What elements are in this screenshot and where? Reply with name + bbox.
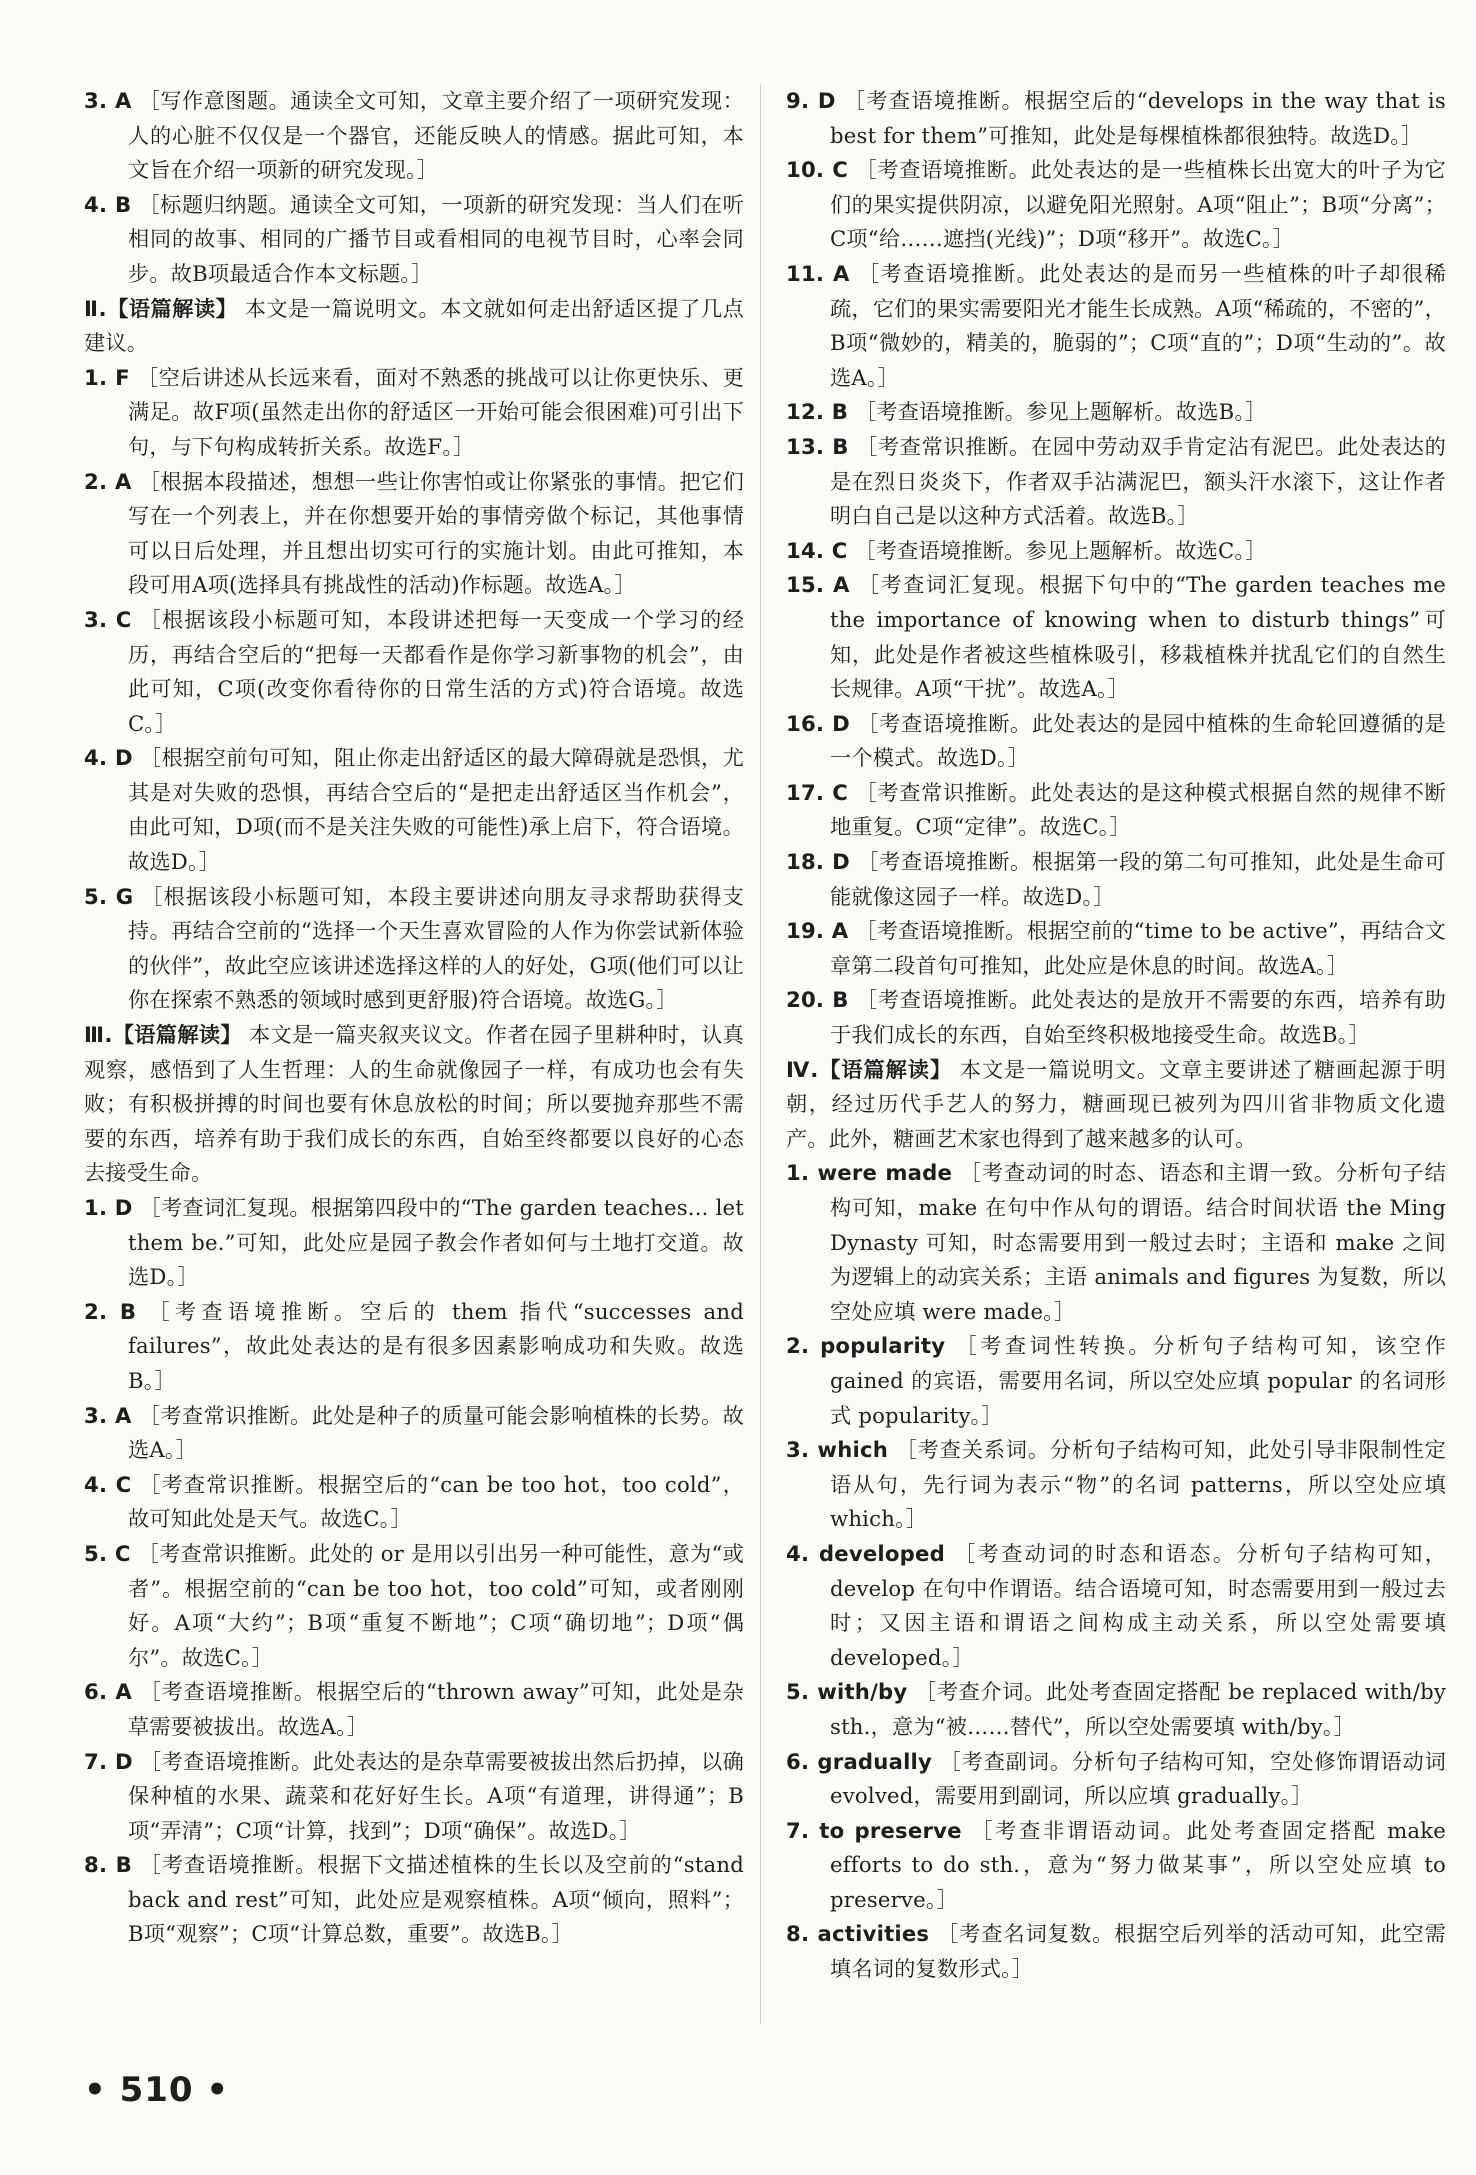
explanation-text: 本文是一篇说明文。文章主要讲述了糖画起源于明朝，经过历代手艺人的努力，糖画现已被列为四川省非物质文化遗产。此外，糖画艺术家也得到了越来越多的认可。 bbox=[786, 1056, 1446, 1151]
answer-key: 1. F bbox=[84, 364, 130, 390]
answer-key: 17. C bbox=[786, 779, 848, 805]
answer-item bbox=[84, 84, 744, 188]
answer-item bbox=[786, 1675, 1446, 1744]
answer-key: 7. D bbox=[84, 1748, 133, 1774]
answer-key: 5. with/by bbox=[786, 1679, 908, 1705]
explanation-text: ［考查词性转换。分析句子结构可知，该空作 gained 的宾语，需要用名词，所以空处应填 popular 的名词形式 popularity。］ bbox=[830, 1333, 1447, 1428]
explanation-text: ［考查语境推断。根据空后的“thrown away”可知，此处是杂草需要被拔出。故选A。］ bbox=[128, 1679, 744, 1739]
explanation-text: 本文是一篇说明文。本文就如何走出舒适区提了几点建议。 bbox=[84, 295, 744, 356]
answer-key: 3. A bbox=[84, 88, 132, 113]
answer-item bbox=[84, 1537, 744, 1675]
explanation-text: ［根据本段描述，想想一些让你害怕或让你紧张的事情。把它们写在一个列表上，并在你想要开始的事情旁做个标记，其他事情可以日后处理，并且想出切实可行的实施计划。由此可推知，本段可用A项(选择具有挑战性的活动)作标题。故选A。］ bbox=[128, 468, 744, 598]
explanation-text: ［根据该段小标题可知，本段讲述把每一天变成一个学习的经历，再结合空后的“把每一天都看作是你学习新事物的机会”，由此可知，C项(改变你看待你的日常生活的方式)符合语境。故选C。］ bbox=[128, 606, 744, 736]
answer-key: 6. gradually bbox=[786, 1748, 933, 1774]
explanation-text: ［根据该段小标题可知，本段主要讲述向朋友寻求帮助获得支持。再结合空前的“选择一个天生喜欢冒险的人作为你尝试新体验的伙伴”，故此空应该讲述选择这样的人的好处，G项(他们可以让你在探索不熟悉的领域时感到更舒服)符合语境。故选G。］ bbox=[128, 883, 745, 1013]
explanation-text: ［考查动词的时态、语态和主谓一致。分析句子结构可知，make 在句中作从句的谓语。结合时间状语 the Ming Dynasty 可知，时态需要用到一般过去时；主语和 make 之间为逻辑上的动宾关系；主语 animals and figures 为复数，所以空处应填 were made。］ bbox=[830, 1160, 1446, 1324]
answer-item bbox=[786, 845, 1446, 914]
explanation-text: ［考查语境推断。参见上题解析。故选B。］ bbox=[848, 399, 1267, 425]
explanation-text: ［考查语境推断。参见上题解析。故选C。］ bbox=[847, 537, 1267, 563]
answer-key: 4. B bbox=[84, 191, 132, 217]
column-divider bbox=[760, 84, 761, 2024]
answer-item bbox=[84, 1745, 744, 1849]
explanation-text: ［考查副词。分析句子结构可知，空处修饰谓语动词 evolved，需要用到副词，所以应填 gradually。］ bbox=[830, 1748, 1446, 1809]
answer-key: 1. D bbox=[84, 1195, 133, 1220]
answer-item bbox=[786, 1329, 1446, 1433]
explanation-text: ［考查词汇复现。根据第四段中的“The garden teaches... let them be.”可知，此处应是园子教会作者如何与土地打交道。故选D。］ bbox=[128, 1195, 744, 1290]
answer-key: 13. B bbox=[786, 433, 849, 459]
answer-key: 8. activities bbox=[786, 1921, 930, 1947]
answer-key: 2. B bbox=[84, 1298, 137, 1324]
answer-key: 3. which bbox=[786, 1437, 888, 1463]
explanation-text: ［考查名词复数。根据空后列举的活动可知，此空需填名词的复数形式。］ bbox=[830, 1921, 1446, 1982]
explanation-text: ［考查关系词。分析句子结构可知，此处引导非限制性定语从句，先行词为表示“物”的名词 patterns，所以空处应填 which。］ bbox=[830, 1437, 1446, 1532]
answer-item bbox=[84, 1191, 744, 1295]
explanation-text: ［考查动词的时态和语态。分析句子结构可知，develop 在句中作谓语。结合语境可知，时态需要用到一般过去时；又因主语和谓语之间构成主动关系，所以空处需要填 developed。］ bbox=[830, 1540, 1446, 1670]
section-heading: Ⅳ.【语篇解读】 bbox=[786, 1056, 953, 1082]
answer-key: 4. C bbox=[84, 1471, 132, 1497]
answer-item bbox=[84, 1468, 744, 1537]
answer-item bbox=[786, 395, 1446, 430]
answer-item bbox=[786, 568, 1446, 706]
section-intro bbox=[84, 292, 744, 361]
page-number: • 510 • bbox=[84, 2070, 230, 2110]
answer-key: 6. A bbox=[84, 1679, 133, 1705]
explanation-text: ［考查语境推断。根据空后的“develops in the way that is best for them”可推知，此处是每棵植株都很独特。故选D。］ bbox=[830, 88, 1446, 148]
answer-item bbox=[84, 361, 744, 465]
answer-key: 2. A bbox=[84, 468, 132, 494]
answer-key: 19. A bbox=[786, 918, 849, 944]
answer-item bbox=[786, 1917, 1446, 1986]
answer-item bbox=[786, 84, 1446, 153]
answer-item bbox=[786, 534, 1446, 569]
answer-item bbox=[84, 880, 744, 1018]
explanation-text: 本文是一篇夹叙夹议文。作者在园子里耕种时，认真观察，感悟到了人生哲理：人的生命就像园子一样，有成功也会有失败；有积极拼搏的时间也要有休息放松的时间；所以要抛弃那些不需要的东西，培养有助于我们成长的东西，自始至终都要以良好的心态去接受生命。 bbox=[84, 1022, 744, 1186]
answer-key: 3. A bbox=[84, 1402, 132, 1428]
answer-key: 5. G bbox=[84, 883, 134, 909]
left-column bbox=[84, 84, 744, 1952]
explanation-text: ［考查词汇复现。根据下句中的“The garden teaches me the importance of knowing when to disturb things”可知，此处是作者被这些植株吸引，移栽植株并扰乱它们的自然生长规律。A项“干扰”。故选A。］ bbox=[830, 572, 1447, 702]
explanation-text: ［考查语境推断。此处表达的是放开不需要的东西，培养有助于我们成长的东西，自始至终积极地接受生命。故选B。］ bbox=[830, 987, 1446, 1048]
explanation-text: ［考查语境推断。根据空前的“time to be active”，再结合文章第二段首句可推知，此处应是休息的时间。故选A。］ bbox=[830, 918, 1447, 978]
answer-item bbox=[84, 1399, 744, 1468]
explanation-text: ［考查语境推断。此处表达的是杂草需要被拔出然后扔掉，以确保种植的水果、蔬菜和花好好生长。A项“有道理，讲得通”；B项“弄清”；C项“计算，找到”；D项“确保”。故选D。］ bbox=[128, 1748, 744, 1843]
answer-key: 5. C bbox=[84, 1540, 131, 1566]
answer-item bbox=[786, 153, 1446, 257]
explanation-text: ［写作意图题。通读全文可知，文章主要介绍了一项研究发现：人的心脏不仅仅是一个器官，还能反映人的情感。据此可知，本文旨在介绍一项新的研究发现。］ bbox=[128, 88, 744, 183]
right-column bbox=[786, 84, 1446, 1987]
answer-item bbox=[786, 1156, 1446, 1329]
answer-item bbox=[84, 1295, 744, 1399]
answer-item bbox=[84, 603, 744, 741]
explanation-text: ［考查常识推断。此处表达的是这种模式根据自然的规律不断地重复。C项“定律”。故选C。］ bbox=[830, 779, 1446, 840]
answer-item bbox=[786, 1814, 1446, 1918]
answer-key: 8. B bbox=[84, 1852, 132, 1878]
answer-key: 11. A bbox=[786, 260, 850, 286]
answer-item bbox=[786, 430, 1446, 534]
explanation-text: ［考查常识推断。此处是种子的质量可能会影响植株的长势。故选A。］ bbox=[128, 1402, 744, 1463]
answer-item bbox=[84, 1675, 744, 1744]
section-heading: Ⅲ.【语篇解读】 bbox=[84, 1022, 242, 1048]
answer-item bbox=[84, 741, 744, 879]
answer-key: 10. C bbox=[786, 157, 848, 183]
answer-key: 14. C bbox=[786, 537, 848, 563]
answer-key: 1. were made bbox=[786, 1160, 953, 1186]
explanation-text: ［根据空前句可知，阻止你走出舒适区的最大障碍就是恐惧，尤其是对失败的恐惧，再结合空后的“是把走出舒适区当作机会”，由此可知，D项(而不是关注失败的可能性)承上启下，符合语境。故选D。］ bbox=[128, 745, 744, 875]
answer-item bbox=[786, 983, 1446, 1052]
explanation-text: ［考查语境推断。此处表达的是园中植株的生命轮回遵循的是一个模式。故选D。］ bbox=[830, 710, 1446, 771]
explanation-text: ［考查常识推断。根据空后的“can be too hot，too cold”，故可知此处是天气。故选C。］ bbox=[128, 1471, 744, 1532]
explanation-text: ［标题归纳题。通读全文可知，一项新的研究发现：当人们在听相同的故事、相同的广播节目或看相同的电视节目时，心率会同步。故B项最适合作本文标题。］ bbox=[128, 191, 744, 286]
answer-key: 9. D bbox=[786, 88, 836, 113]
answer-item bbox=[84, 465, 744, 603]
explanation-text: ［考查语境推断。根据第一段的第二句可推知，此处是生命可能就像这园子一样。故选D。］ bbox=[830, 849, 1446, 909]
answer-item bbox=[84, 188, 744, 292]
answer-key: 12. B bbox=[786, 399, 849, 425]
answer-key: 4. D bbox=[84, 745, 133, 771]
answer-item bbox=[786, 707, 1446, 776]
answer-key: 3. C bbox=[84, 606, 132, 632]
answer-item bbox=[786, 257, 1446, 395]
explanation-text: ［考查常识推断。在园中劳动双手肯定沾有泥巴。此处表达的是在烈日炎炎下，作者双手沾满泥巴，额头汗水滚下，这让作者明白自己是以这种方式活着。故选B。］ bbox=[830, 433, 1446, 529]
explanation-text: ［考查介词。此处考查固定搭配 be replaced with/by sth.，意为“被……替代”，所以空处需要填 with/by。］ bbox=[830, 1679, 1447, 1739]
answer-key: 15. A bbox=[786, 572, 850, 598]
answer-item bbox=[786, 1433, 1446, 1537]
section-intro bbox=[84, 1018, 744, 1191]
explanation-text: ［考查语境推断。此处表达的是一些植株长出宽大的叶子为它们的果实提供阴凉，以避免阳光照射。A项“阻止”；B项“分离”；C项“给……遮挡(光线)”；D项“移开”。故选C。］ bbox=[830, 157, 1446, 252]
answer-key: 2. popularity bbox=[786, 1333, 946, 1359]
section-intro bbox=[786, 1053, 1446, 1157]
answer-item bbox=[84, 1848, 744, 1952]
answer-item bbox=[786, 776, 1446, 845]
answer-item bbox=[786, 914, 1446, 983]
explanation-text: ［空后讲述从长远来看，面对不熟悉的挑战可以让你更快乐、更满足。故F项(虽然走出你的舒适区一开始可能会很困难)可引出下句，与下句构成转折关系。故选F。］ bbox=[128, 364, 744, 459]
explanation-text: ［考查常识推断。此处的 or 是用以引出另一种可能性，意为“或者”。根据空前的“can be too hot，too cold”可知，或者刚刚好。A项“大约”；B项“重复不断地”；C项“确切地”；D项“偶尔”。故选C。］ bbox=[128, 1540, 744, 1670]
answer-key: 18. D bbox=[786, 849, 850, 875]
answer-key: 16. D bbox=[786, 710, 850, 736]
answer-key: 4. developed bbox=[786, 1540, 945, 1566]
answer-key: 7. to preserve bbox=[786, 1817, 962, 1843]
explanation-text: ［考查语境推断。空后的 them 指代“successes and failures”，故此处表达的是有很多因素影响成功和失败。故选B。］ bbox=[128, 1298, 744, 1393]
answer-item bbox=[786, 1745, 1446, 1814]
explanation-text: ［考查语境推断。根据下文描述植株的生长以及空前的“stand back and rest”可知，此处应是观察植株。A项“倾向，照料”；B项“观察”；C项“计算总数，重要”。故选B。］ bbox=[128, 1852, 745, 1947]
answer-key: 20. B bbox=[786, 987, 849, 1013]
section-heading: Ⅱ.【语篇解读】 bbox=[84, 295, 238, 321]
explanation-text: ［考查非谓语动词。此处考查固定搭配 make efforts to do sth.，意为“努力做某事”，所以空处应填 to preserve。］ bbox=[830, 1817, 1447, 1912]
explanation-text: ［考查语境推断。此处表达的是而另一些植株的叶子却很稀疏，它们的果实需要阳光才能生长成熟。A项“稀疏的，不密的”，B项“微妙的，精美的，脆弱的”；C项“直的”；D项“生动的”。故选A。］ bbox=[830, 260, 1446, 390]
answer-item bbox=[786, 1537, 1446, 1675]
